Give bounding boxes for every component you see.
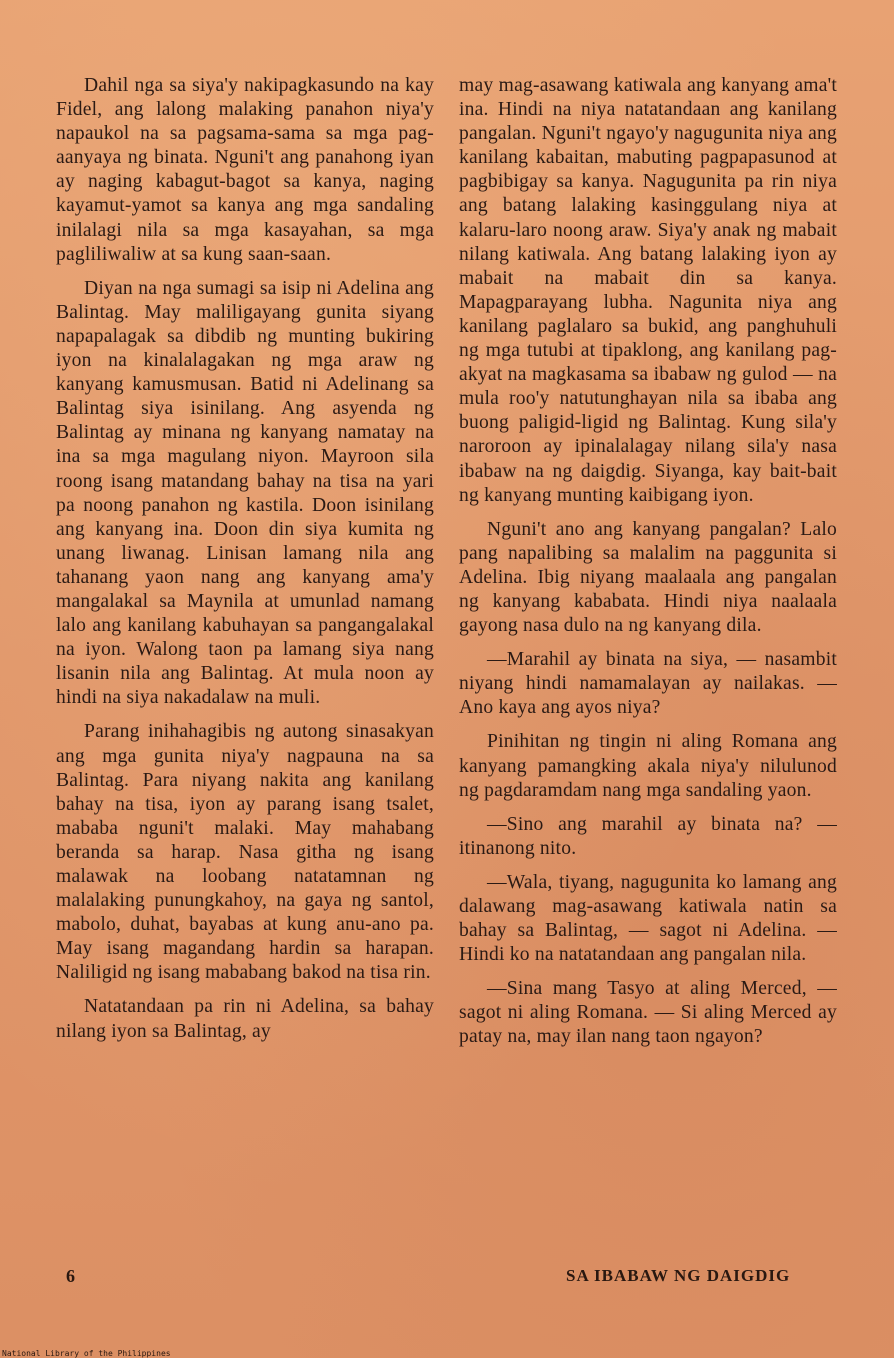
paragraph: Nguni't ano ang kanyang pangalan? Lalo pang napalibing sa malalim na paggunita si Adelina. Ibig niyang maalaala ang pangalan ng kanyang kababata. Hindi niya naalaala gayong nasa dulo na ng kanyang dila. <box>459 518 837 637</box>
library-credit: National Library of the Philippines <box>2 1349 171 1358</box>
paragraph: Parang inihahagibis ng autong sinasakyan ang mga gunita niya'y nagpauna na sa Balintag. Para niyang nakita ang kanilang bahay na tisa, iyon ay parang isang tsalet, mababa nguni't malaki. May mahabang beranda sa harap. Nasa githa ng isang malawak na loobang natatamnan ng malalaking punungkahoy, na gaya ng santol, mabolo, duhat, bayabas at kung anu-ano pa. May isang magandang hardin sa harapan. Naliligid ng isang mababang bakod na tisa rin. <box>56 721 434 984</box>
right-column <box>459 74 837 1060</box>
paragraph: —Marahil ay binata na siya, — nasambit niyang hindi namamalayan ay nailakas. — Ano kaya ang ayos niya? <box>459 649 837 719</box>
paragraph: Diyan na nga sumagi sa isip ni Adelina ang Balintag. May maliligayang gunita siyang napapalagak sa dibdib ng munting bukiring iyon na kinalalagakan ng mga araw ng kanyang kamusmusan. Batid ni Adelinang sa Balintag siya isinilang. Ang asyenda ng Balintag ay minana ng kanyang namatay na ina sa mga magulang niyon. Mayroon sila roong isang matandang bahay na tisa na yari pa noong panahon ng kastila. Doon isinilang ang kanyang ina. Doon din siya kumita ng unang liwanag. Linisan lamang nila ang tahanang yaon nang ang kanyang ama'y mangalakal sa Maynila at umunlad namang lalo ang kanilang kabuhayan sa pangangalakal na iyon. Walong taon pa lamang siya nang lisanin nila ang Balintag. At mula noon ay hindi na siya nakadalaw na muli. <box>56 277 434 709</box>
paragraph: may mag-asawang katiwala ang kanyang ama't ina. Hindi na niya natatandaan ang kanilang pangalan. Nguni't ngayo'y nagugunita niya ang kanilang kabaitan, mabuting pagpapasunod at pagbibigay sa kanya. Nagugunita pa rin niya ang batang lalaking kasinggulang niya at kalaru-laro noong araw. Siya'y anak ng mabait nilang katiwala. Ang batang lalaking iyon ay mabait na mabait din sa kanya. Mapagparayang lubha. Nagunita niya ang kanilang paglalaro sa bukid, ang panghuhuli ng mga tutubi at tipaklong, ang kanilang pag-akyat na magkasama sa ibabaw ng gulod — na mula roo'y natutunghayan nila sa ibaba ang buong paligid-ligid ng Balintag. Kung sila'y naroroon ay ipinalalagay nilang sila'y nasa ibabaw na ng daigdig. Siyanga, kay bait-bait ng kanyang munting kaibigang iyon. <box>459 75 837 506</box>
running-title: SA IBABAW NG DAIGDIG <box>566 1266 791 1285</box>
paragraph: Pinihitan ng tingin ni aling Romana ang kanyang pamangking akala niya'y nilulunod ng pagdaramdam nang mga sandaling yaon. <box>459 731 837 801</box>
paragraph: —Sina mang Tasyo at aling Merced, — sagot ni aling Romana. — Si aling Merced ay patay na, may ilan nang taon ngayon? <box>459 978 837 1048</box>
paragraph: Dahil nga sa siya'y nakipagkasundo na kay Fidel, ang lalong malaking panahon niya'y napaukol na sa pagsama-sama sa mga pag-aanyaya ng binata. Nguni't ang panahong iyan ay naging kabagut-bagot sa kanya, naging kayamut-yamot sa kanya ang mga sandaling inilalagi nila sa mga kasayahan, sa mga pagliliwaliw at sa kung saan-saan. <box>56 75 434 265</box>
page-number: 6 <box>66 1266 75 1286</box>
left-column <box>56 74 434 1054</box>
paragraph: Natatandaan pa rin ni Adelina, sa bahay nilang iyon sa Balintag, ay <box>56 996 434 1042</box>
paragraph: —Sino ang marahil ay binata na? —itinanong nito. <box>459 813 837 859</box>
paragraph: —Wala, tiyang, nagugunita ko lamang ang dalawang mag-asawang katiwala natin sa bahay sa Balintag, — sagot ni Adelina. — Hindi ko na natatandaan ang pangalan nila. <box>459 871 837 966</box>
